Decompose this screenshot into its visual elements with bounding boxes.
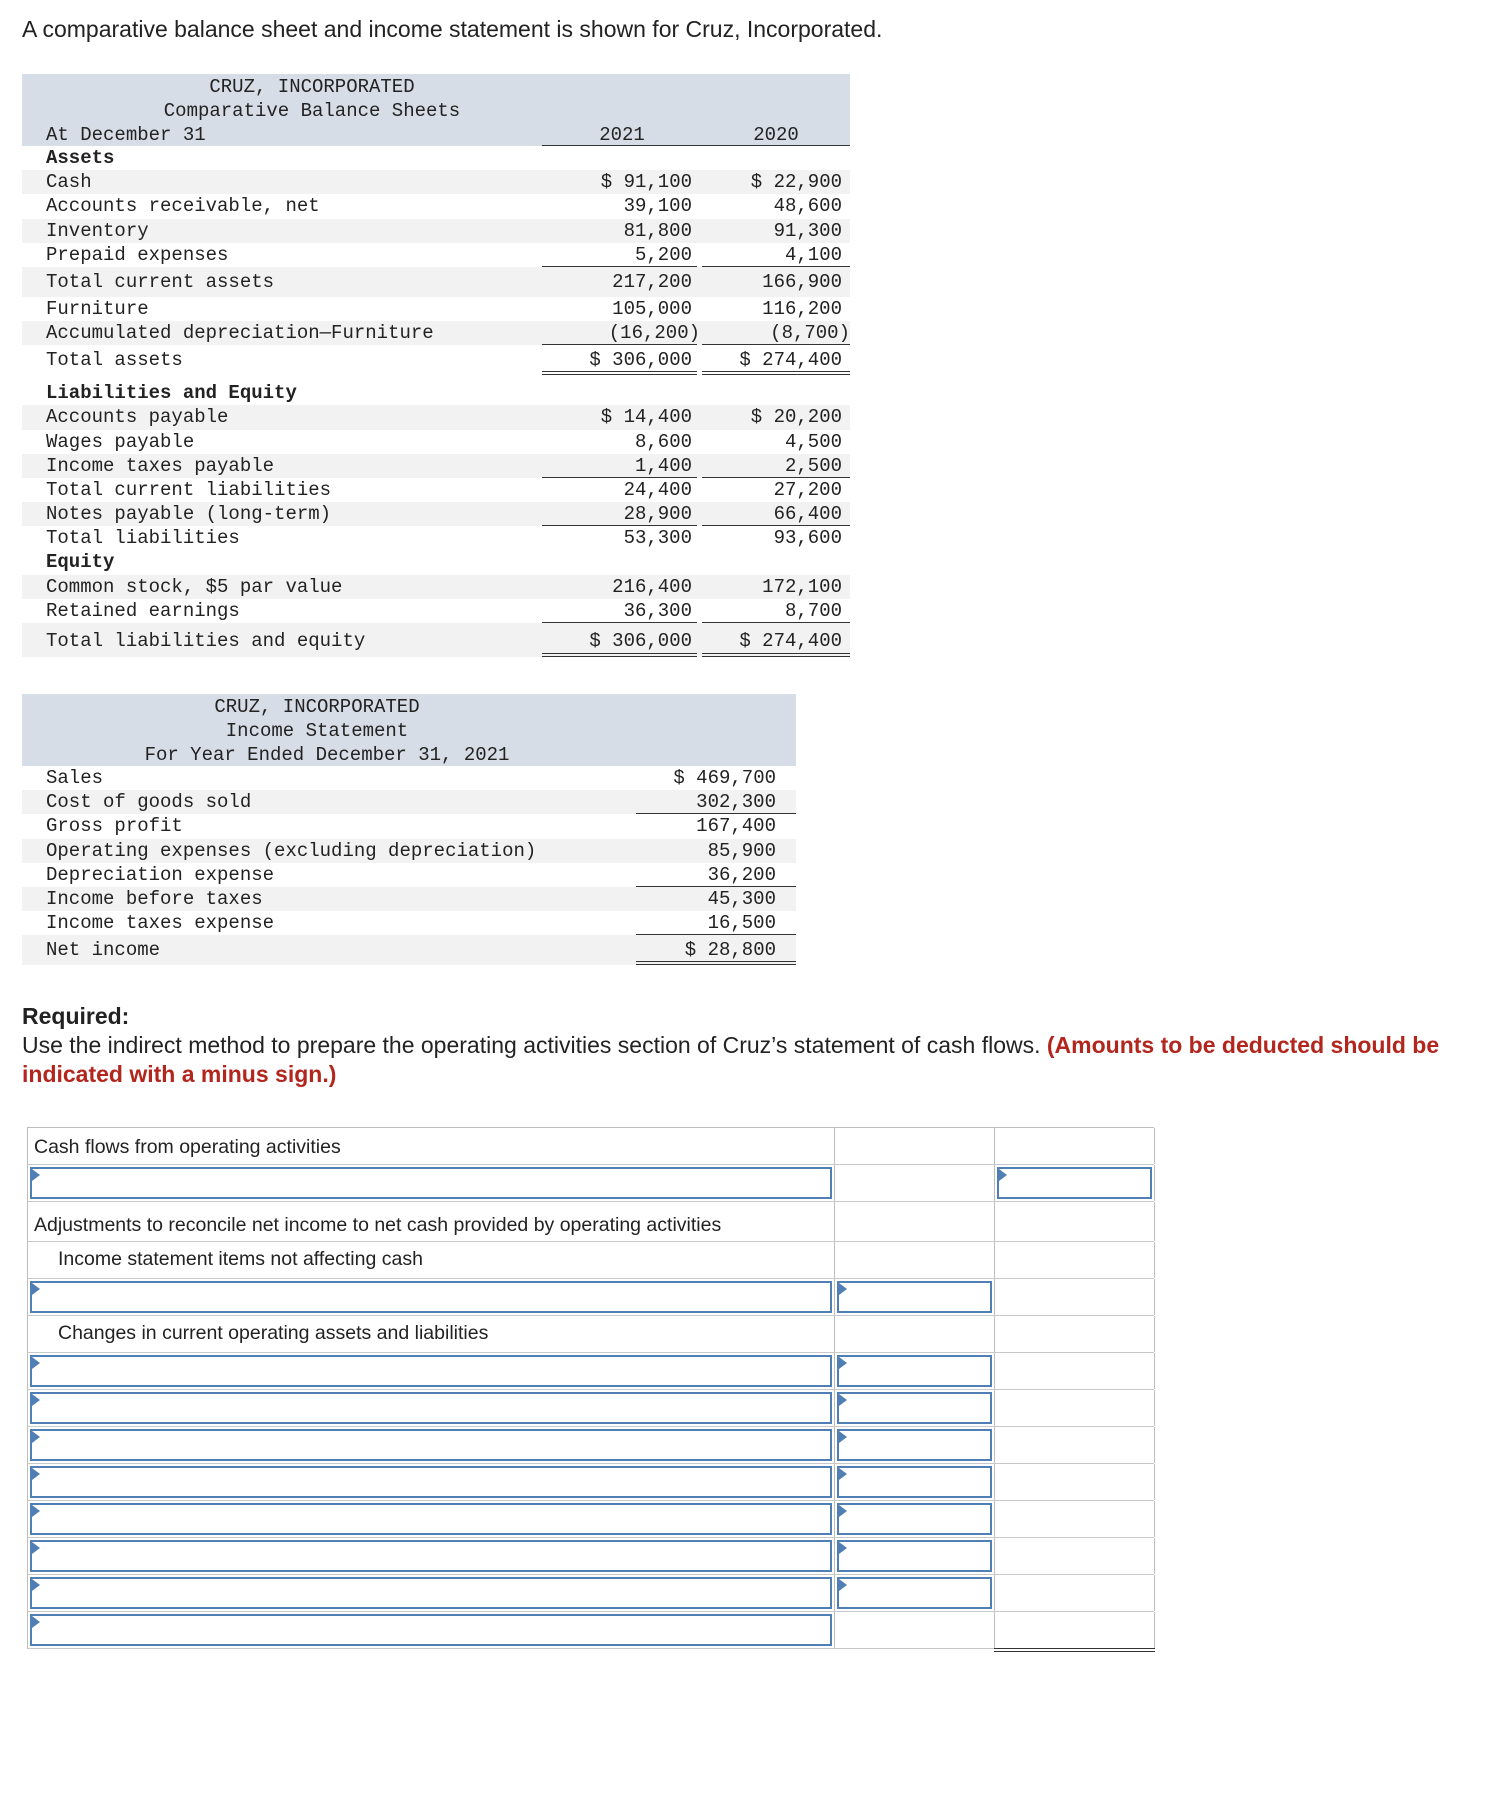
double-underline (636, 961, 796, 965)
value-2021: 81,800 (623, 219, 692, 242)
dropdown-marker-icon (839, 1394, 847, 1406)
value-2020: 91,300 (773, 219, 842, 242)
row-label: Accumulated depreciation—Furniture (46, 322, 434, 345)
is-value: 302,300 (696, 791, 776, 814)
required-text (22, 1031, 1462, 1089)
row-label: Accounts receivable, net (46, 195, 320, 218)
dropdown-marker-icon (32, 1357, 40, 1369)
row-label: Notes payable (long-term) (46, 503, 332, 526)
amount-cell (834, 1538, 994, 1574)
value-2021: 5,200 (634, 243, 692, 266)
row-label: Common stock, $5 par value (46, 575, 343, 598)
row-label: Depreciation expense (46, 863, 275, 886)
label-select[interactable] (30, 1503, 832, 1535)
total-cell (994, 1390, 1155, 1426)
dropdown-marker-icon (839, 1579, 847, 1591)
amount-cell (834, 1316, 994, 1352)
bs-row (22, 502, 850, 526)
label-select[interactable] (30, 1392, 832, 1424)
row-label: Prepaid expenses (46, 243, 229, 266)
amount-cell (834, 1165, 994, 1201)
label-cell (28, 1316, 834, 1352)
amount-input[interactable] (837, 1281, 992, 1313)
adjustments-label: Adjustments to reconcile net income to net cash provided by operating activities (34, 1214, 722, 1236)
row-label: Operating expenses (excluding depreciation) (46, 839, 537, 862)
total-cell (994, 1165, 1155, 1201)
total-cell (994, 1427, 1155, 1463)
row-label: Inventory (46, 219, 149, 242)
amount-cell (834, 1242, 994, 1278)
value-2021: 1,400 (634, 454, 692, 477)
row-label: Total liabilities (46, 527, 240, 550)
is-row (22, 863, 796, 887)
value-2020: 27,200 (773, 478, 842, 501)
bs-row (22, 454, 850, 478)
is-row (22, 839, 796, 863)
amount-cell (834, 1128, 994, 1164)
row-label: Sales (46, 767, 104, 789)
is-period: For Year Ended December 31, 2021 (144, 744, 510, 766)
cash-flow-answer-table (27, 1127, 1154, 1649)
bs-row (22, 321, 850, 345)
heading-label: Cash flows from operating activities (34, 1136, 341, 1158)
label-cell (28, 1612, 834, 1648)
required-title: Required: (22, 1003, 130, 1029)
label-select[interactable] (30, 1167, 832, 1199)
value-2021: $ 14,400 (600, 406, 692, 429)
value-2020: 8,700 (784, 599, 842, 622)
answer-row-adjustments (28, 1202, 1154, 1242)
liabilities-equity-heading: Liabilities and Equity (46, 382, 297, 405)
total-double-underline (994, 1648, 1155, 1652)
value-2021: $ 306,000 (589, 630, 692, 652)
bs-row (22, 170, 850, 194)
bs-company: CRUZ, INCORPORATED (209, 76, 415, 98)
bs-row (22, 345, 850, 375)
row-label: Total liabilities and equity (46, 630, 366, 652)
label-select[interactable] (30, 1281, 832, 1313)
double-underline (542, 653, 697, 657)
amount-cell (834, 1202, 994, 1241)
answer-row (28, 1165, 1154, 1202)
total-cell (994, 1128, 1155, 1164)
bs-row (22, 526, 850, 550)
value-2021: 28,900 (623, 503, 692, 526)
answer-row (28, 1427, 1154, 1464)
assets-heading: Assets (46, 147, 115, 169)
balance-sheet-header (22, 74, 850, 146)
value-2021: $ 91,100 (600, 171, 692, 194)
required-note: (Amounts to be deducted should be indicated with a minus sign.) (22, 1032, 1440, 1087)
row-label: Income before taxes (46, 887, 263, 910)
value-2021: 105,000 (612, 297, 692, 320)
value-2020: (8,700) (770, 322, 850, 345)
bs-title: Comparative Balance Sheets (163, 100, 461, 122)
bs-row (22, 267, 850, 297)
value-2021: (16,200) (608, 322, 700, 345)
amount-input[interactable] (837, 1466, 992, 1498)
bs-row (22, 599, 850, 623)
row-label: Accounts payable (46, 406, 229, 429)
row-label: Cost of goods sold (46, 791, 252, 814)
answer-row-noncash (28, 1242, 1154, 1279)
bs-row (22, 623, 850, 657)
total-cell (994, 1279, 1155, 1315)
value-2020: 116,200 (762, 297, 842, 320)
value-2020: 4,100 (784, 243, 842, 266)
bs-year-2020: 2020 (702, 124, 850, 146)
value-2020: $ 274,400 (739, 630, 842, 652)
value-2021: 217,200 (612, 270, 692, 293)
dropdown-marker-icon (839, 1431, 847, 1443)
bs-row (22, 405, 850, 429)
dropdown-marker-icon (839, 1283, 847, 1295)
answer-row (28, 1353, 1154, 1390)
value-2021: 39,100 (623, 195, 692, 218)
value-2020: 66,400 (773, 503, 842, 526)
label-cell (28, 1575, 834, 1611)
value-2020: 166,900 (762, 270, 842, 293)
value-2020: $ 22,900 (750, 171, 842, 194)
balance-sheet (22, 74, 850, 657)
is-row (22, 935, 796, 965)
row-label: Income taxes payable (46, 454, 275, 477)
is-value: 36,200 (707, 863, 776, 886)
amount-input[interactable] (837, 1392, 992, 1424)
bs-row (22, 243, 850, 267)
is-company: CRUZ, INCORPORATED (214, 696, 420, 718)
is-row (22, 887, 796, 911)
row-label: Net income (46, 939, 161, 962)
total-cell (994, 1242, 1155, 1278)
answer-row (28, 1575, 1154, 1612)
bs-row (22, 575, 850, 599)
label-cell (28, 1353, 834, 1389)
amount-input[interactable] (837, 1577, 992, 1609)
total-cell (994, 1202, 1155, 1241)
value-2020: 93,600 (773, 527, 842, 550)
dropdown-marker-icon (839, 1468, 847, 1480)
is-row (22, 790, 796, 814)
dropdown-marker-icon (32, 1394, 40, 1406)
dropdown-marker-icon (32, 1579, 40, 1591)
row-label: Total assets (46, 349, 183, 372)
dropdown-marker-icon (32, 1468, 40, 1480)
dropdown-marker-icon (999, 1169, 1007, 1181)
dropdown-marker-icon (32, 1542, 40, 1554)
label-select[interactable] (30, 1577, 832, 1609)
is-row (22, 911, 796, 935)
total-cell (994, 1353, 1155, 1389)
value-2021: 24,400 (623, 478, 692, 501)
answer-row (28, 1279, 1154, 1316)
dropdown-marker-icon (32, 1505, 40, 1517)
value-2021: 216,400 (612, 575, 692, 598)
label-cell (28, 1202, 834, 1241)
amount-cell (834, 1501, 994, 1537)
is-value: $ 28,800 (684, 939, 776, 962)
row-label: Total current assets (46, 270, 275, 293)
double-underline (702, 653, 850, 657)
answer-row-heading (28, 1128, 1154, 1165)
label-cell (28, 1279, 834, 1315)
dropdown-marker-icon (839, 1357, 847, 1369)
label-cell (28, 1390, 834, 1426)
answer-row (28, 1501, 1154, 1538)
label-select[interactable] (30, 1355, 832, 1387)
row-label: Total current liabilities (46, 478, 332, 501)
bs-row (22, 430, 850, 454)
required-instruction: Use the indirect method to prepare the operating activities section of Cruz’s statement of cash flows. (22, 1032, 1047, 1058)
label-cell (28, 1501, 834, 1537)
dropdown-marker-icon (839, 1542, 847, 1554)
bs-row (22, 550, 850, 574)
amount-cell (834, 1353, 994, 1389)
row-label: Cash (46, 171, 92, 194)
amount-input[interactable] (837, 1355, 992, 1387)
is-value: 45,300 (707, 887, 776, 910)
is-value: 167,400 (696, 815, 776, 838)
answer-row (28, 1390, 1154, 1427)
income-statement-header (22, 694, 796, 766)
amount-cell (834, 1390, 994, 1426)
bs-as-of: At December 31 (46, 124, 206, 146)
dropdown-marker-icon (839, 1505, 847, 1517)
is-row (22, 814, 796, 838)
total-input[interactable] (997, 1167, 1152, 1199)
row-label: Wages payable (46, 430, 195, 453)
value-2020: 4,500 (784, 430, 842, 453)
is-value: 16,500 (707, 912, 776, 935)
total-cell (994, 1464, 1155, 1500)
amount-cell (834, 1575, 994, 1611)
total-cell (994, 1538, 1155, 1574)
bs-row (22, 146, 850, 170)
label-select[interactable] (30, 1540, 832, 1572)
label-cell (28, 1242, 834, 1278)
dropdown-marker-icon (32, 1283, 40, 1295)
amount-input[interactable] (837, 1503, 992, 1535)
dropdown-marker-icon (32, 1169, 40, 1181)
total-cell (994, 1612, 1155, 1648)
value-2020: $ 20,200 (750, 406, 842, 429)
total-cell (994, 1501, 1155, 1537)
value-2020: $ 274,400 (739, 349, 842, 372)
dropdown-marker-icon (32, 1431, 40, 1443)
value-2020: 172,100 (762, 575, 842, 598)
value-2021: $ 306,000 (589, 349, 692, 372)
amount-cell (834, 1464, 994, 1500)
changes-label: Changes in current operating assets and liabilities (58, 1322, 489, 1344)
amount-cell (834, 1612, 994, 1648)
label-cell (28, 1538, 834, 1574)
is-value: 85,900 (707, 839, 776, 862)
required-section (22, 1002, 1462, 1089)
answer-row-changes (28, 1316, 1154, 1353)
label-select[interactable] (30, 1429, 832, 1461)
bs-year-2021: 2021 (542, 124, 702, 146)
is-value: $ 469,700 (673, 767, 776, 789)
bs-row (22, 297, 850, 321)
label-cell (28, 1128, 834, 1164)
bs-row (22, 478, 850, 502)
value-2020: 48,600 (773, 195, 842, 218)
value-2021: 8,600 (634, 430, 692, 453)
amount-input[interactable] (837, 1540, 992, 1572)
answer-row (28, 1538, 1154, 1575)
label-cell (28, 1464, 834, 1500)
equity-heading: Equity (46, 551, 115, 574)
income-statement (22, 694, 796, 965)
label-cell (28, 1165, 834, 1201)
answer-row (28, 1464, 1154, 1501)
total-cell (994, 1316, 1155, 1352)
amount-cell (834, 1279, 994, 1315)
value-2021: 53,300 (623, 527, 692, 550)
row-label: Furniture (46, 297, 149, 320)
total-cell (994, 1575, 1155, 1611)
dropdown-marker-icon (32, 1616, 40, 1628)
noncash-label: Income statement items not affecting cash (58, 1248, 423, 1270)
intro-text: A comparative balance sheet and income statement is shown for Cruz, Incorporated. (22, 16, 883, 42)
bs-row (22, 375, 850, 405)
amount-cell (834, 1427, 994, 1463)
row-label: Gross profit (46, 815, 183, 838)
is-title: Income Statement (225, 720, 409, 742)
bs-row (22, 194, 850, 218)
row-label: Retained earnings (46, 599, 240, 622)
value-2021: 36,300 (623, 599, 692, 622)
label-cell (28, 1427, 834, 1463)
amount-input[interactable] (837, 1429, 992, 1461)
answer-row-total (28, 1612, 1154, 1649)
is-row (22, 766, 796, 790)
row-label: Income taxes expense (46, 912, 275, 935)
value-2020: 2,500 (784, 454, 842, 477)
label-select[interactable] (30, 1614, 832, 1646)
bs-row (22, 219, 850, 243)
label-select[interactable] (30, 1466, 832, 1498)
